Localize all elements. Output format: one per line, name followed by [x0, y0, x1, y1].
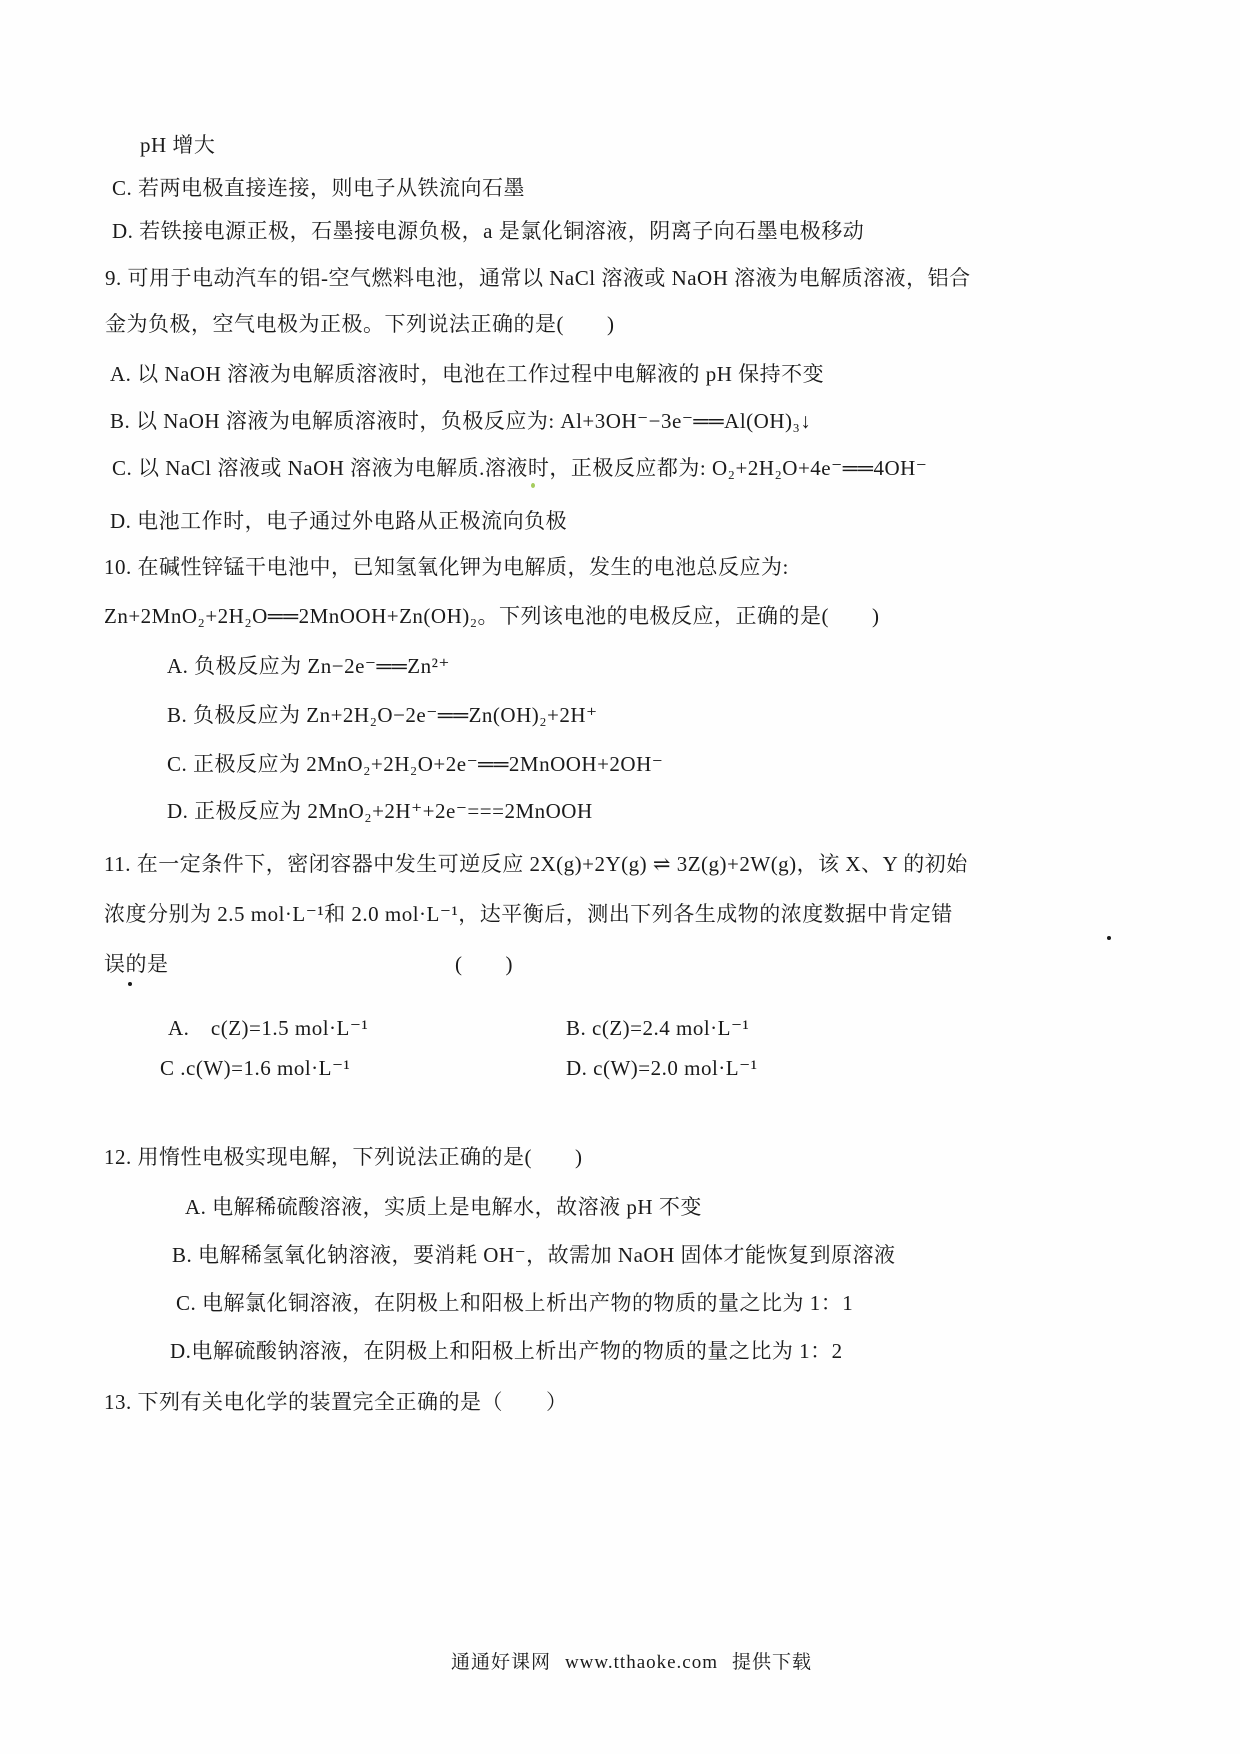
q8-option-b-tail: pH 增大: [140, 133, 216, 157]
q11-option-b: B. c(Z)=2.4 mol·L⁻¹: [566, 1016, 750, 1040]
footer-suffix: 提供下载: [732, 1652, 813, 1673]
q9-stem-line1: 9. 可用于电动汽车的铝-空气燃料电池，通常以 NaCl 溶液或 NaOH 溶液为电解质溶液，铝合: [105, 266, 971, 290]
q11-stem-line3-parens: ( ): [455, 952, 513, 976]
q11-option-a: A. c(Z)=1.5 mol·L⁻¹: [168, 1016, 369, 1040]
q11-stem-line3: 误的是: [104, 952, 169, 976]
q11-option-c: C .c(W)=1.6 mol·L⁻¹: [160, 1056, 351, 1080]
emphasis-dot-under-cuo: [1107, 936, 1111, 940]
emphasis-dot-under-wu: [128, 982, 132, 986]
q12-option-c: C. 电解氯化铜溶液，在阴极上和阳极上析出产物的物质的量之比为 1：1: [176, 1291, 854, 1315]
q11-stem-line1: 11. 在一定条件下，密闭容器中发生可逆反应 2X(g)+2Y(g) ⇌ 3Z(g)+2W(g)，该 X、Y 的初始: [104, 852, 968, 876]
q9-stem-line2: 金为负极，空气电极为正极。下列说法正确的是( ): [105, 312, 615, 336]
q10-stem-line2: Zn+2MnO₂+2H₂O══2MnOOH+Zn(OH)₂。下列该电池的电极反应，正确的是( ): [104, 604, 880, 628]
q12-stem: 12. 用惰性电极实现电解，下列说法正确的是( ): [104, 1145, 583, 1169]
q12-option-d: D.电解硫酸钠溶液，在阴极上和阳极上析出产物的物质的量之比为 1：2: [170, 1339, 843, 1363]
q9-option-d: D. 电池工作时，电子通过外电路从正极流向负极: [110, 509, 568, 533]
q10-stem-line1: 10. 在碱性锌锰干电池中，已知氢氧化钾为电解质，发生的电池总反应为:: [104, 555, 789, 579]
footer: [0, 1625, 1240, 1696]
q10-option-c: C. 正极反应为 2MnO₂+2H₂O+2e⁻══2MnOOH+2OH⁻: [167, 752, 664, 776]
q10-option-a: A. 负极反应为 Zn−2e⁻══Zn²⁺: [167, 654, 450, 678]
q10-option-d: D. 正极反应为 2MnO₂+2H⁺+2e⁻===2MnOOH: [167, 799, 593, 823]
q11-stem-line2: 浓度分别为 2.5 mol·L⁻¹和 2.0 mol·L⁻¹，达平衡后，测出下列各生成物的浓度数据中肯定错: [104, 902, 953, 926]
q12-option-b: B. 电解稀氢氧化钠溶液，要消耗 OH⁻，故需加 NaOH 固体才能恢复到原溶液: [172, 1243, 896, 1267]
q9-option-b: B. 以 NaOH 溶液为电解质溶液时，负极反应为: Al+3OH⁻−3e⁻══Al(OH)₃↓: [110, 409, 812, 433]
footer-site-name: 通通好课网: [450, 1652, 551, 1673]
q9-option-c: C. 以 NaCl 溶液或 NaOH 溶液为电解质.溶液时，正极反应都为: O₂+2H₂O+4e⁻══4OH⁻: [112, 456, 928, 480]
q9-option-a: A. 以 NaOH 溶液为电解质溶液时，电池在工作过程中电解液的 pH 保持不变: [110, 362, 825, 386]
q8-option-d: D. 若铁接电源正极，石墨接电源负极，a 是氯化铜溶液，阴离子向石墨电极移动: [112, 219, 865, 243]
q13-stem: 13. 下列有关电化学的装置完全正确的是（ ）: [104, 1390, 568, 1414]
q12-option-a: A. 电解稀硫酸溶液，实质上是电解水，故溶液 pH 不变: [185, 1195, 702, 1219]
footer-url: www.tthaoke.com: [564, 1652, 719, 1673]
q10-option-b: B. 负极反应为 Zn+2H₂O−2e⁻══Zn(OH)₂+2H⁺: [167, 703, 598, 727]
scan-artifact-green-speck: [531, 483, 535, 488]
q8-option-c: C. 若两电极直接连接，则电子从铁流向石墨: [112, 176, 526, 200]
q11-option-d: D. c(W)=2.0 mol·L⁻¹: [566, 1056, 758, 1080]
